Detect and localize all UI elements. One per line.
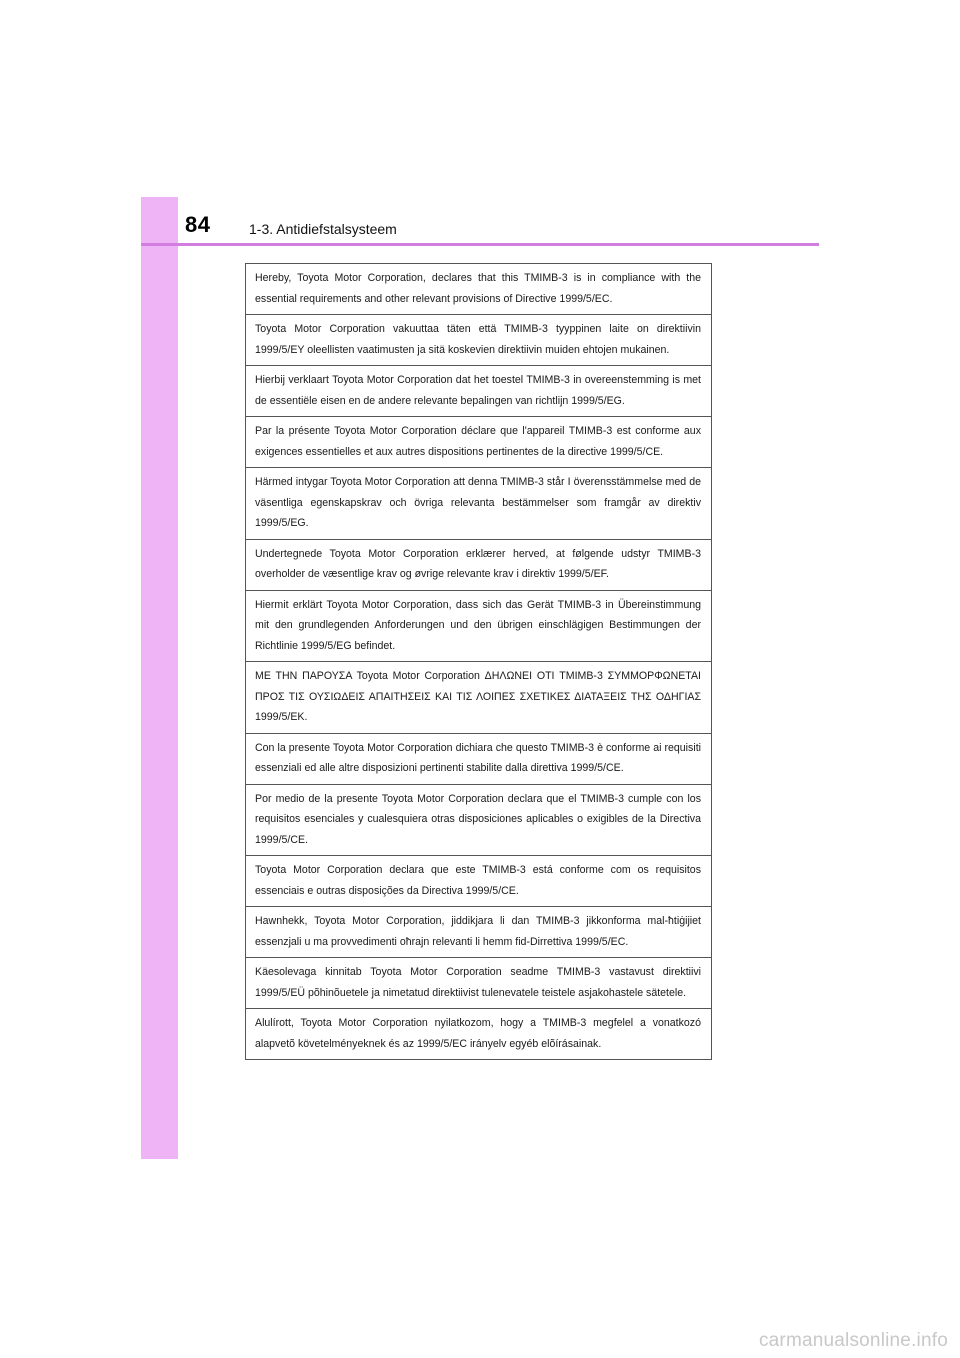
declaration-row-dutch: Hierbij verklaart Toyota Motor Corporation dat het toestel TMIMB-3 in overeenstemming is met de essentiële eisen en de andere relevante bepalingen van richtlijn 1999/5/EG.	[246, 366, 711, 417]
declaration-row-danish: Undertegnede Toyota Motor Corporation erklærer herved, at følgende udstyr TMIMB-3 overholder de væsentlige krav og øvrige relevante krav i direktiv 1999/5/EF.	[246, 540, 711, 591]
declaration-row-hungarian: Alulírott, Toyota Motor Corporation nyilatkozom, hogy a TMIMB-3 megfelel a vonatkozó alapvetõ követelményeknek és az 1999/5/EC irányelv egyéb elõírásainak.	[246, 1009, 711, 1060]
declaration-row-german: Hiermit erklärt Toyota Motor Corporation, dass sich das Gerät TMIMB-3 in Übereinstimmung mit den grundlegenden Anforderungen und den übrigen einschlägigen Bestimmungen der Richtlinie 1999/5/EG befindet.	[246, 591, 711, 663]
watermark-text[interactable]: carmanualsonline.info	[758, 1330, 948, 1351]
section-title: 1-3. Antidiefstalsysteem	[249, 221, 397, 237]
side-color-band	[141, 197, 178, 1159]
page-header	[141, 197, 818, 244]
page-number: 84	[185, 212, 211, 237]
declarations-table	[245, 263, 712, 1060]
declaration-row-italian: Con la presente Toyota Motor Corporation dichiara che questo TMIMB-3 è conforme ai requisiti essenziali ed alle altre disposizioni pertinenti stabilite dalla direttiva 1999/5/CE.	[246, 734, 711, 785]
declaration-row-estonian: Käesolevaga kinnitab Toyota Motor Corporation seadme TMIMB-3 vastavust direktiivi 1999/5/EÜ põhinõuetele ja nimetatud direktiivist tulenevatele teistele asjakohastele sätetele.	[246, 958, 711, 1009]
declaration-row-english: Hereby, Toyota Motor Corporation, declares that this TMIMB-3 is in compliance with the essential requirements and other relevant provisions of Directive 1999/5/EC.	[246, 264, 711, 315]
declaration-row-french: Par la présente Toyota Motor Corporation déclare que l'appareil TMIMB-3 est conforme aux exigences essentielles et aux autres dispositions pertinentes de la directive 1999/5/CE.	[246, 417, 711, 468]
header-rule	[141, 243, 819, 246]
declaration-row-swedish: Härmed intygar Toyota Motor Corporation att denna TMIMB-3 står I överensstämmelse med de väsentliga egenskapskrav och övriga relevanta bestämmelser som framgår av direktiv 1999/5/EG.	[246, 468, 711, 540]
declaration-row-greek: ΜΕ ΤΗΝ ΠΑΡΟΥΣΑ Toyota Motor Corporation ΔΗΛΩΝΕΙ ΟΤΙ TMIMB-3 ΣΥΜΜΟΡΦΩΝΕΤΑΙ ΠΡΟΣ ΤΙΣ ΟΥΣΙΩΔΕΙΣ ΑΠΑΙΤΗΣΕΙΣ ΚΑΙ ΤΙΣ ΛΟΙΠΕΣ ΣΧΕΤΙΚΕΣ ΔΙΑΤΑΞΕΙΣ ΤΗΣ ΟΔΗΓΙΑΣ 1999/5/ΕΚ.	[246, 662, 711, 734]
declaration-row-portuguese: Toyota Motor Corporation declara que este TMIMB-3 está conforme com os requisitos essenciais e outras disposições da Directiva 1999/5/CE.	[246, 856, 711, 907]
declaration-row-maltese: Hawnhekk, Toyota Motor Corporation, jiddikjara li dan TMIMB-3 jikkonforma mal-ħtiġijiet essenzjali u ma provvedimenti oħrajn relevanti li hemm fid-Dirrettiva 1999/5/EC.	[246, 907, 711, 958]
declaration-row-spanish: Por medio de la presente Toyota Motor Corporation declara que el TMIMB-3 cumple con los requisitos esenciales y cualesquiera otras disposiciones aplicables o exigibles de la Directiva 1999/5/CE.	[246, 785, 711, 857]
declaration-row-finnish: Toyota Motor Corporation vakuuttaa täten että TMIMB-3 tyyppinen laite on direktiivin 1999/5/EY oleellisten vaatimusten ja sitä koskevien direktiivin muiden ehtojen mukainen.	[246, 315, 711, 366]
